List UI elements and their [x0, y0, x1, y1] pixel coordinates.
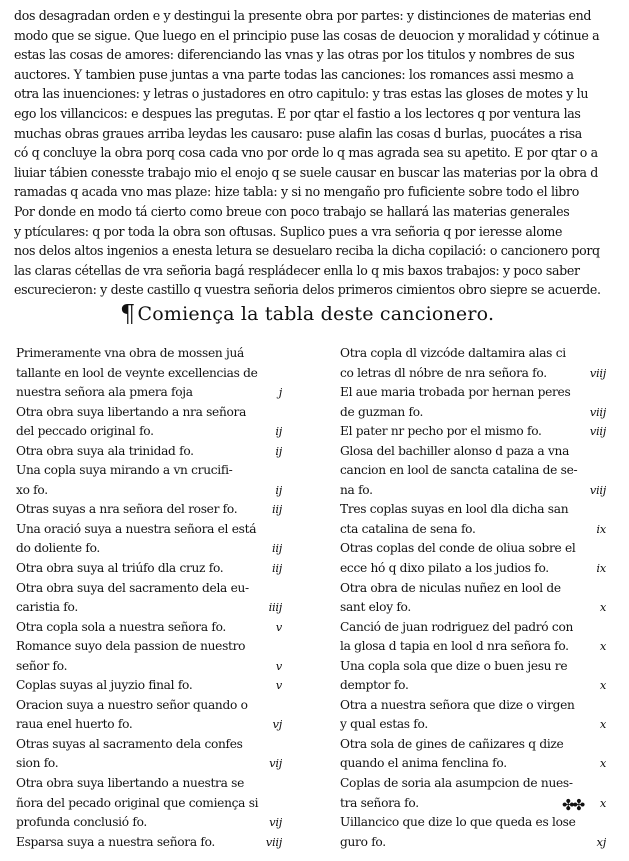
entry-text: Una oració suya a nuestra señora el está [16, 521, 257, 536]
table-entry-line [340, 598, 606, 618]
folio-number: viij [589, 404, 606, 419]
entry-text: Otra copla dl vizcóde daltamira alas ci [340, 346, 566, 360]
table-entry-line [16, 344, 282, 364]
table-column-right [340, 344, 606, 852]
intro-line: auctores. Y tambien puse juntas a vna parte todas las canciones: los romances assi mesmo a [14, 66, 574, 82]
table-entry-line [340, 422, 606, 442]
table-entry-line [16, 657, 282, 677]
folio-number: x [599, 756, 606, 771]
entry-text: Otra obra de niculas nuñez en lool de [340, 580, 561, 595]
entry-text: sant eloy fo. [340, 600, 411, 615]
entry-text: Esparsa suya a nuestra señora fo. [16, 834, 215, 849]
entry-text: Oracion suya a nuestro señor quando o [16, 697, 248, 712]
table-column-left [16, 344, 282, 852]
table-entry-line [340, 657, 606, 677]
folio-number: ix [596, 561, 606, 576]
entry-text: co letras dl nóbre de nra señora fo. [340, 365, 547, 380]
intro-line: liuiar tábien conesste trabajo mio el enojo q se suele causar en buscar las materias por la obra d [14, 164, 598, 180]
intro-line: escurecieron: y deste castillo q vuestra señoria delos primeros cimientos obro siepre se acuerde. [14, 282, 601, 298]
table-entry-line [340, 715, 606, 735]
intro-line: muchas obras graues arriba leydas les causaro: puse alafin las cosas d burlas, puocátes a risa [14, 125, 582, 141]
table-entry-line [16, 383, 282, 403]
folio-number: x [599, 795, 606, 810]
entry-text: profunda conclusió fo. [16, 815, 147, 830]
folio-number: viij [589, 424, 606, 439]
entry-text: guro fo. [340, 834, 386, 849]
entry-text: Otra obra suya del sacramento dela eu- [16, 580, 249, 595]
entry-text: tra señora fo. [340, 795, 419, 810]
entry-text: Otra a nuestra señora que dize o virgen [340, 697, 575, 712]
entry-text: y qual estas fo. [340, 717, 428, 732]
folio-number: x [599, 678, 606, 693]
table-entry-line [340, 403, 606, 423]
intro-line: y ptículares: q por toda la obra son oftusas. Suplico pues a vra señoria q por ieresse alome [14, 223, 563, 239]
entry-text: Tres coplas suyas en lool dla dicha san [340, 502, 569, 517]
table-entry-line [340, 481, 606, 501]
folio-number: x [599, 639, 606, 654]
folio-number: ix [596, 521, 606, 536]
pilcrow-icon: ¶ [120, 300, 136, 328]
entry-text: cta catalina de sena fo. [340, 521, 476, 536]
table-entry-line [16, 598, 282, 618]
entry-text: quando el anima fenclina fo. [340, 756, 507, 771]
entry-text: Canció de juan rodriguez del padró con [340, 619, 574, 634]
entry-text: Primeramente vna obra de mossen juá [16, 346, 244, 360]
folio-number: vij [269, 756, 282, 771]
folio-number: viij [589, 482, 606, 497]
folio-number: viij [589, 365, 606, 380]
table-entry-line [340, 520, 606, 540]
table-entry-line [16, 696, 282, 716]
entry-text: Coplas suyas al juyzio final fo. [16, 678, 193, 693]
intro-line: Por donde en modo tá cierto como breue con poco trabajo se hallará las materias generales [14, 203, 570, 219]
entry-text: El pater nr pecho por el mismo fo. [340, 424, 542, 439]
entry-text: la glosa d tapia en lool d nra señora fo. [340, 639, 569, 654]
table-entry-line [16, 794, 282, 814]
entry-text: Otra obra suya ala trinidad fo. [16, 443, 194, 458]
table-entry-line [340, 813, 606, 833]
folio-number: iiij [268, 600, 282, 615]
folio-number: vj [272, 717, 282, 732]
table-entry-line [16, 715, 282, 735]
entry-text: de guzman fo. [340, 404, 424, 419]
table-entry-line [16, 754, 282, 774]
entry-text: Otra copla sola a nuestra señora fo. [16, 619, 226, 634]
entry-text: señor fo. [16, 658, 68, 673]
intro-line: có q concluye la obra porq cosa cada vno por orde lo q mas agrada sea su apetito. E por qtar o a [14, 145, 598, 161]
entry-text: Otras coplas del conde de oliua sobre el [340, 541, 576, 556]
table-entry-line [16, 559, 282, 579]
entry-text: nuestra señora ala pmera foja [16, 385, 193, 400]
entry-text: del peccado original fo. [16, 424, 154, 439]
folio-number: iij [271, 561, 282, 576]
folio-number: x [599, 717, 606, 732]
entry-text: Romance suyo dela passion de nuestro [16, 639, 246, 654]
table-entry-line [340, 500, 606, 520]
intro-line: estas las cosas de amores: diferenciando las vnas y las otras por los titulos y nombres de sus [14, 47, 575, 63]
table-entry-line [16, 520, 282, 540]
entry-text: do doliente fo. [16, 541, 101, 556]
table-entry-line [16, 774, 282, 794]
table-entry-line [340, 539, 606, 559]
table-entry-line [16, 618, 282, 638]
entry-text: ñora del pecado original que comiença si [16, 795, 259, 810]
table-entry-line [340, 676, 606, 696]
entry-text: Una copla sola que dize o buen jesu re [340, 658, 568, 673]
entry-text: Otra obra suya al triúfo dla cruz fo. [16, 561, 224, 576]
table-heading [120, 300, 520, 328]
folio-number: ij [275, 443, 282, 458]
table-entry-line [16, 481, 282, 501]
table-entry-line [340, 442, 606, 462]
table-entry-line [16, 735, 282, 755]
entry-text: demptor fo. [340, 678, 409, 693]
table-entry-line [16, 539, 282, 559]
table-entry-line [16, 676, 282, 696]
entry-text: Otra sola de gines de cañizares q dize [340, 736, 564, 751]
folio-number: ij [275, 424, 282, 439]
table-entry-line [340, 696, 606, 716]
intro-line: otra las inuenciones: y letras o justadores en otro capitulo: y tras estas las gloses de motes y lu [14, 86, 589, 102]
entry-text: na fo. [340, 482, 373, 497]
entry-text: ecce hó q dixo pilato a los judios fo. [340, 561, 549, 576]
table-entry-line [16, 461, 282, 481]
table-entry-line [340, 735, 606, 755]
table-entry-line [16, 813, 282, 833]
entry-text: Otras suyas a nra señora del roser fo. [16, 502, 238, 517]
intro-line: las claras cétellas de vra señoria bagá respládecer enlla lo q mis baxos trabajos: y poco saber [14, 262, 580, 278]
entry-text: Otra obra suya libertando a nuestra se [16, 776, 244, 791]
entry-text: xo fo. [16, 482, 48, 497]
entry-text: Otras suyas al sacramento dela confes [16, 736, 243, 751]
entry-text: sion fo. [16, 756, 59, 771]
entry-text: Una copla suya mirando a vn crucifi- [16, 463, 233, 478]
entry-text: Glosa del bachiller alonso d paza a vna [340, 443, 570, 458]
entry-text: cancion en lool de sancta catalina de se- [340, 463, 578, 478]
table-entry-line [16, 500, 282, 520]
table-entry-line [340, 754, 606, 774]
folio-number: v [275, 678, 282, 693]
table-entry-line [16, 422, 282, 442]
table-entry-line [340, 364, 606, 384]
table-heading-text: Comiença la tabla deste cancionero. [137, 303, 495, 325]
table-entry-line [16, 403, 282, 423]
folio-number: iij [271, 502, 282, 517]
entry-text: tallante en lool de veynte excellencias de [16, 365, 258, 380]
table-entry-line [340, 618, 606, 638]
table-entry-line [16, 833, 282, 853]
intro-paragraph [14, 6, 616, 300]
entry-text: Otra obra suya libertando a nra señora [16, 404, 247, 419]
folio-number: v [275, 619, 282, 634]
table-entry-line [340, 833, 606, 853]
entry-text: caristia fo. [16, 600, 78, 615]
entry-text: raua enel huerto fo. [16, 717, 133, 732]
table-entry-line [16, 442, 282, 462]
table-entry-line [340, 383, 606, 403]
intro-line: modo que se sigue. Que luego en el principio puse las cosas de deuocion y moralidad y cótinue a [14, 27, 600, 43]
intro-line: ego los villancicos: e despues las pregutas. E por qtar el fastio a los lectores q por ventura las [14, 105, 581, 121]
table-entry-line [340, 559, 606, 579]
folio-number: j [278, 385, 282, 400]
fleuron-ornament: ✤✤ [562, 796, 584, 814]
table-entry-line [16, 579, 282, 599]
table-entry-line [340, 344, 606, 364]
table-entry-line [340, 461, 606, 481]
folio-number: iij [271, 541, 282, 556]
table-entry-line [340, 774, 606, 794]
entry-text: Uillancico que dize lo que queda es lose [340, 815, 576, 830]
table-entry-line [340, 637, 606, 657]
intro-line: nos delos altos ingenios a enesta letura se desuelaro reciba la dicha copilació: o cancionero porq [14, 243, 600, 259]
folio-number: v [275, 658, 282, 673]
folio-number: vij [269, 815, 282, 830]
folio-number: ij [275, 482, 282, 497]
entry-text: El aue maria trobada por hernan peres [340, 385, 571, 400]
table-entry-line [340, 579, 606, 599]
intro-line: ramadas q acada vno mas plaze: hize tabla: y si no mengaño pro fuficiente sobre todo el libro [14, 184, 579, 200]
table-entry-line [16, 637, 282, 657]
table-entry-line [16, 364, 282, 384]
intro-line: dos desagradan orden e y destingui la presente obra por partes: y distinciones de materias end [14, 8, 592, 23]
folio-number: xj [596, 834, 606, 849]
entry-text: Coplas de soria ala asumpcion de nues- [340, 776, 573, 791]
folio-number: viij [265, 834, 282, 849]
folio-number: x [599, 600, 606, 615]
